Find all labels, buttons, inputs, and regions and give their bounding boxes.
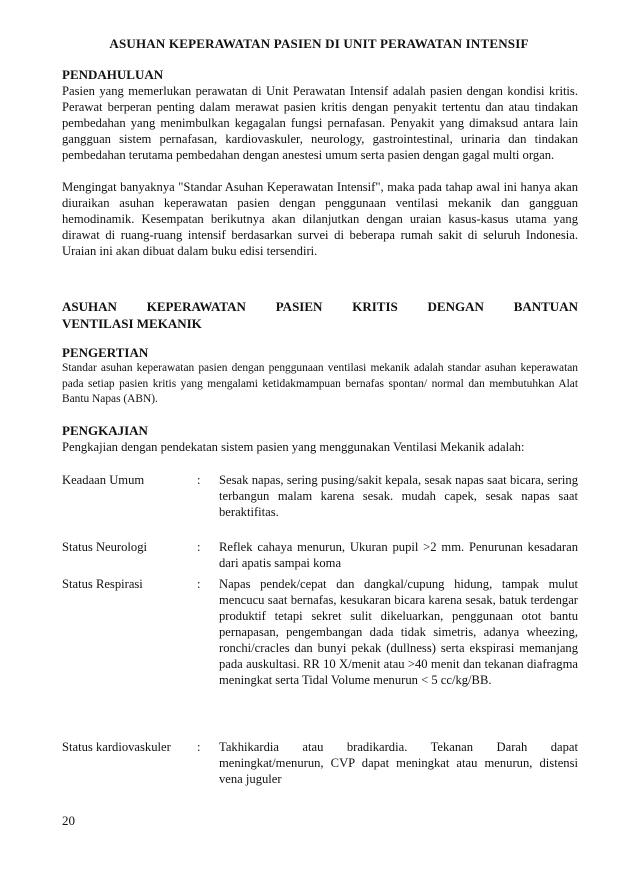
assessment-colon: : [197,577,201,591]
document-title: ASUHAN KEPERAWATAN PASIEN DI UNIT PERAWATAN INTENSIF [109,36,529,51]
assessment-label: Keadaan Umum [62,473,145,487]
page-number: 20 [62,813,75,828]
assessment-value: Napas pendek/cepat dan dangkal/cupung hidung, tampak mulut mencucu saat bernafas, kesukaran bicara karena sesak, batuk terdengar produktif tetapi sekret sulit dikeluarkan, penggunaan otot bantu pernapasan, pengembangan dada tidak simetris, adanya wheezing, ronchi/cracles dan bunyi pekak (dullness) serta ekspirasi memanjang pada auskultasi. RR 10 X/menit atau >40 menit dan tekanan diafragma meningkat serta Tidal Volume menurun < 5 cc/kg/BB. [219,577,578,687]
assessment-colon: : [197,473,201,487]
section-heading [62,298,578,332]
pengertian-heading: PENGERTIAN [62,345,149,360]
pengertian-section [62,345,578,408]
assessment-value: Reflek cahaya menurun, Ukuran pupil >2 mm. Penurunan kesadaran dari apatis sampai koma [219,540,578,570]
section-heading-word: BANTUAN [513,299,578,314]
section-heading-word: KEPERAWATAN [146,299,246,314]
section-heading-word: DENGAN [427,299,484,314]
pengertian-paragraph: Standar asuhan keperawatan pasien dengan penggunaan ventilasi mekanik adalah standar asuhan keperawatan pada setiap pasien kritis yang mengalami ketidakmampuan bernafas spontan/ normal dan membutuhkan Alat Bantu Napas (ABN). [62,362,578,405]
assessment-colon: : [197,740,201,754]
pengkajian-intro: Pengkajian dengan pendekatan sistem pasien yang menggunakan Ventilasi Mekanik adalah: [62,440,525,454]
assessment-label: Status Respirasi [62,577,143,591]
assessment-colon: : [197,540,201,554]
section-heading-line-1 [62,298,578,315]
pengkajian-section [62,423,578,455]
section-heading-line-2: VENTILASI MEKANIK [62,316,202,331]
section-heading-word: KRITIS [352,299,398,314]
pendahuluan-section [62,67,578,259]
assessment-label: Status Neurologi [62,540,148,554]
pendahuluan-heading: PENDAHULUAN [62,67,164,82]
section-heading-word: ASUHAN [62,299,117,314]
pengkajian-heading: PENGKAJIAN [62,423,148,438]
pendahuluan-paragraph-1: Pasien yang memerlukan perawatan di Unit Perawatan Intensif adalah pasien dengan kondisi kritis. Perawat berperan penting dalam merawat pasien kritis dengan penyakit tertentu dan atau tindakan pembedahan yang menimbulkan kegagalan fungsi pernafasan. Penyakit yang dimaksud antara lain gangguan sistem pernafasan, kardiovaskuler, neurology, gastrointestinal, urinaria dan tindakan pembedahan terutama pembedahan dengan anestesi umum serta pasien dengan gagal multi organ. [62,84,578,162]
section-heading-word: PASIEN [275,299,323,314]
assessment-label: Status kardiovaskuler [62,740,171,754]
pendahuluan-paragraph-2: Mengingat banyaknya "Standar Asuhan Keperawatan Intensif", maka pada tahap awal ini hanya akan diuraikan asuhan keperawatan pasien dengan penggunaan ventilasi mekanik dan gangguan hemodinamik. Kesempatan berikutnya akan dilanjutkan dengan uraian kasus-kasus utama yang dirawat di ruang-ruang intensif berdasarkan survei di beberapa rumah sakit di seluruh Indonesia. Uraian ini akan dibuat dalam buku edisi tersendiri. [62,180,578,258]
assessment-value: Sesak napas, sering pusing/sakit kepala, sesak napas saat bicara, sering terbangun malam karena sesak. mudah capek, sesak napas saat beraktifitas. [219,473,578,519]
assessment-value: Takhikardia atau bradikardia. Tekanan Darah dapat meningkat/menurun, CVP dapat meningkat atau menurun, distensi vena juguler [219,740,578,786]
